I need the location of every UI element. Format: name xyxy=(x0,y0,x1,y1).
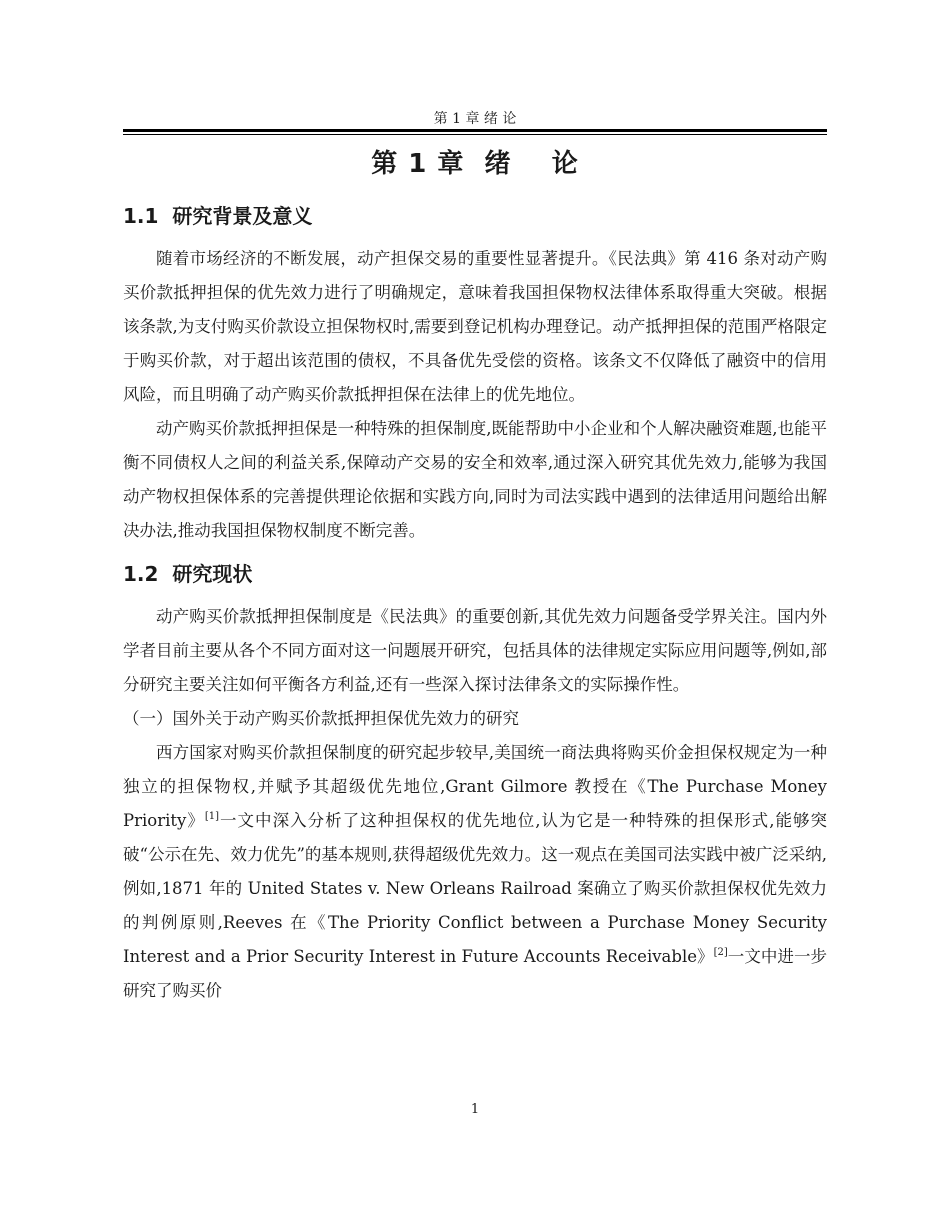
header-rule-thick xyxy=(123,129,827,132)
citation-marker[interactable]: [1] xyxy=(204,811,220,822)
page-body xyxy=(123,198,827,1008)
citation-marker[interactable]: [2] xyxy=(713,947,728,958)
running-header: 第 1 章 绪 论 xyxy=(433,111,517,127)
section-heading-1-1: 1.1 研究背景及意义 xyxy=(123,204,313,228)
paragraph: 随着市场经济的不断发展，动产担保交易的重要性显著提升。《民法典》第 416 条对动产购买价款抵押担保的优先效力进行了明确规定，意味着我国担保物权法律体系取得重大突破。根据该条款,为支付购买价款设立担保物权时,需要到登记机构办理登记。动产抵押担保的范围严格限定于购买价款，对于超出该范围的债权，不具备优先受偿的资格。该条文不仅降低了融资中的信用风险，而且明确了动产购买价款抵押担保在法律上的优先地位。 xyxy=(123,249,827,404)
paragraph: 动产购买价款抵押担保是一种特殊的担保制度,既能帮助中小企业和个人解决融资难题,也能平衡不同债权人之间的利益关系,保障动产交易的安全和效率,通过深入研究其优先效力,能够为我国动产物权担保体系的完善提供理论依据和实践方向,同时为司法实践中遇到的法律适用问题给出解决办法,推动我国担保物权制度不断完善。 xyxy=(123,419,827,540)
paragraph-with-citations xyxy=(123,736,827,1008)
header-rule-thin xyxy=(123,134,827,135)
section-heading-1-2: 1.2 研究现状 xyxy=(123,562,253,586)
chapter-title: 第 1 章 绪 论 xyxy=(371,149,579,179)
paragraph-text: 一文中深入分析了这种担保权的优先地位,认为它是一种特殊的担保形式,能够突破“公示在先、效力优先”的基本规则,获得超级优先效力。这一观点在美国司法实践中被广泛采纳,例如,1871 年的 United States v. New Orleans Railroad 案确立了购买价款担保权优先效力的判例原则,Reeves 在《The Priority Conflict between a Purchase Money Security Interest and a Prior Security Interest in Future Accounts Receivable》 xyxy=(123,811,827,966)
paragraph: 动产购买价款抵押担保制度是《民法典》的重要创新,其优先效力问题备受学界关注。国内外学者目前主要从各个不同方面对这一问题展开研究，包括具体的法律规定实际应用问题等,例如,部分研究主要关注如何平衡各方利益,还有一些深入探讨法律条文的实际操作性。 xyxy=(123,607,827,694)
paragraph-text: 西方国家对购买价款担保制度的研究起步较早,美国统一商法典将购买价金担保权规定为一种独立的担保物权,并赋予其超级优先地位,Grant Gilmore 教授在《The Purchase Money Priority》 xyxy=(123,743,827,830)
paragraph-text: 一文中进一步研究了购买价 xyxy=(123,947,828,1000)
subsection-heading: （一）国外关于动产购买价款抵押担保优先效力的研究 xyxy=(123,709,519,728)
page-number: 1 xyxy=(470,1102,480,1117)
